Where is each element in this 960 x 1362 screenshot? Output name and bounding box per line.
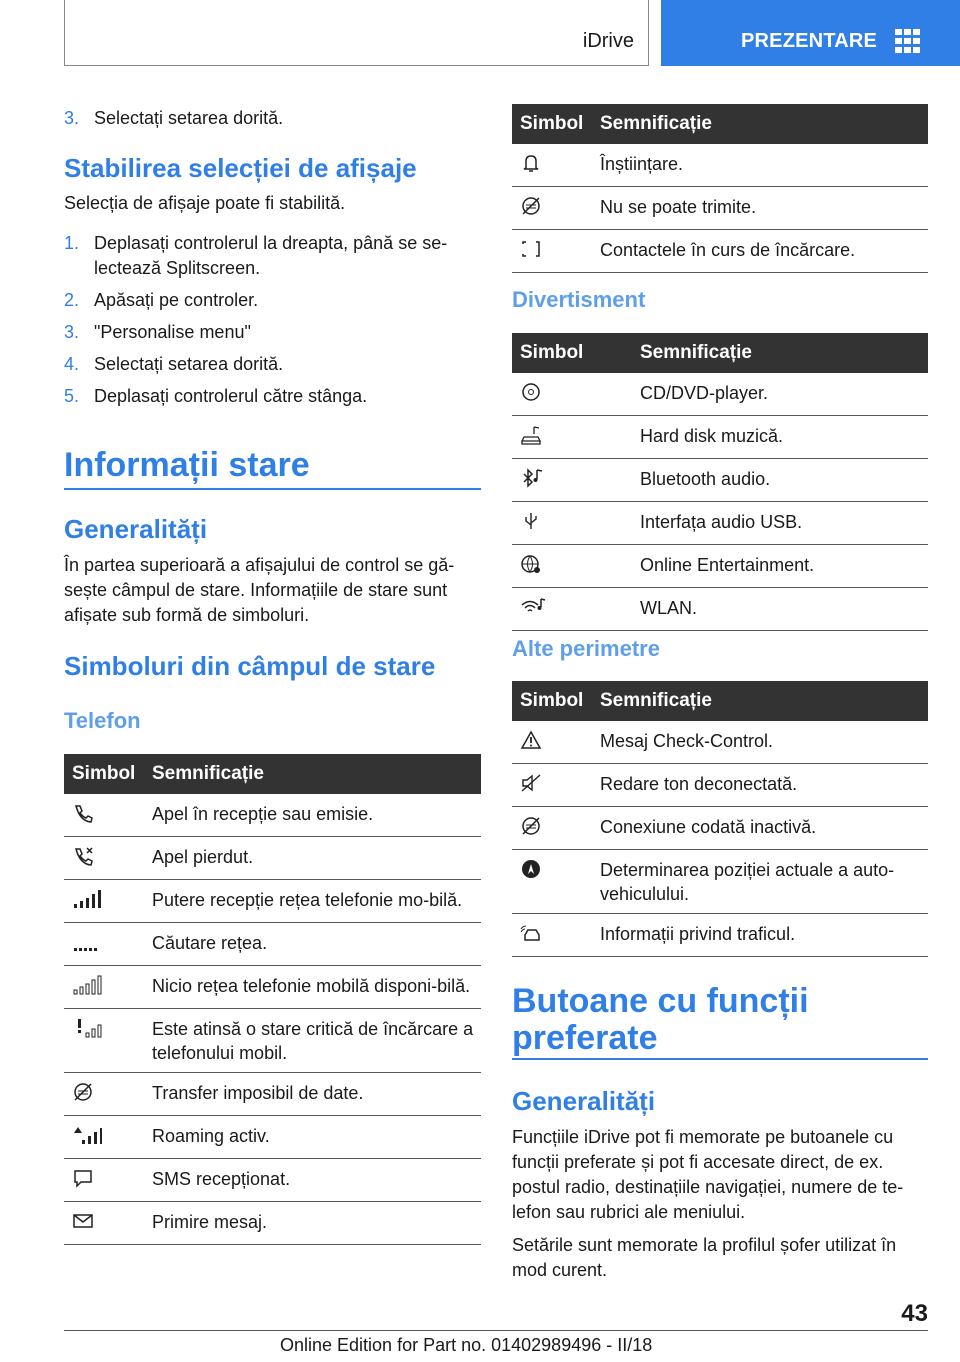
table-row — [512, 416, 928, 459]
step-text: "Personalise menu" — [94, 322, 251, 342]
title-rule — [64, 488, 481, 490]
contacts-loading-icon — [520, 239, 542, 259]
bell-icon — [520, 153, 542, 173]
step-number: 4. — [64, 354, 80, 374]
selection-title: Stabilirea selecției de afișaje — [64, 153, 417, 183]
row-text: Transfer imposibil de date. — [144, 1073, 481, 1116]
row-text: SMS recepționat. — [144, 1159, 481, 1202]
table-row — [512, 721, 928, 764]
step-number: 1. — [64, 233, 80, 253]
traffic-icon — [520, 923, 542, 943]
grid-menu-icon[interactable] — [895, 29, 921, 53]
no-network-icon — [72, 975, 94, 995]
step-text: Selectați setarea dorită. — [94, 354, 284, 374]
col-meaning: Semnificație — [592, 104, 928, 144]
col-symbol: Simbol — [512, 681, 592, 721]
step-number: 2. — [64, 290, 80, 310]
table-row — [64, 1159, 481, 1202]
col-symbol: Simbol — [512, 333, 632, 373]
table-row — [64, 794, 481, 837]
other-title: Alte perimetre — [512, 636, 660, 661]
phone-symbol-table — [64, 754, 481, 1245]
missed-call-icon — [72, 846, 94, 866]
step-item — [64, 106, 481, 132]
phone-title: Telefon — [64, 708, 141, 733]
favorites-general-title: Generalități — [512, 1086, 656, 1116]
row-text: Roaming activ. — [144, 1116, 481, 1159]
usb-icon — [520, 511, 542, 531]
row-text: Nicio rețea telefonie mobilă disponi-bilă. — [144, 966, 481, 1009]
favorites-text-1: Funcțiile iDrive pot fi memorate pe butoanele cu funcții preferate și pot fi accesate direct, de ex. postul radio, destinațiile navigației, numere de te-lefon sau rubrici ale meniului. — [512, 1127, 904, 1222]
row-text: Mesaj Check-Control. — [592, 721, 928, 764]
signal-icon — [72, 889, 94, 909]
footer-rule — [64, 1330, 928, 1331]
row-text: Hard disk muzică. — [632, 416, 928, 459]
table-row — [512, 373, 928, 416]
online-ent-icon — [520, 554, 542, 574]
table-row — [64, 1009, 481, 1073]
row-text: Informații privind traficul. — [592, 914, 928, 957]
network-search-icon — [72, 932, 94, 952]
bluetooth-audio-icon — [520, 468, 542, 488]
table-row — [64, 837, 481, 880]
general-text: În partea superioară a afișajului de control se gă-sește câmpul de stare. Informațiile de stare sunt afișate sub formă de simboluri. — [64, 555, 455, 625]
row-text: Apel în recepție sau emisie. — [144, 794, 481, 837]
hdd-music-icon — [520, 425, 542, 445]
row-text: Apel pierdut. — [144, 837, 481, 880]
step-text: Deplasați controlerul către stânga. — [94, 386, 368, 406]
step-text: Deplasați controlerul la dreapta, până se se-lectează Splitscreen. — [94, 233, 448, 278]
entertainment-symbol-table — [512, 333, 928, 631]
header-section-label: iDrive — [582, 30, 634, 52]
row-text: WLAN. — [632, 588, 928, 631]
row-text: Conexiune codată inactivă. — [592, 807, 928, 850]
table-row — [512, 588, 928, 631]
row-text: Căutare rețea. — [144, 923, 481, 966]
header-section-box — [64, 0, 649, 66]
cannot-send-icon — [520, 196, 542, 216]
phone-icon — [72, 803, 94, 823]
roaming-icon — [72, 1125, 94, 1145]
table-row — [64, 966, 481, 1009]
row-text: Este atinsă o stare critică de încărcare a telefonului mobil. — [144, 1009, 481, 1073]
table-row — [64, 1073, 481, 1116]
favorites-text-2: Setările sunt memorate la profilul șofer utilizat în mod curent. — [512, 1235, 897, 1280]
footer-edition: Online Edition for Part no. 01402989496 - II/18 — [280, 1335, 653, 1355]
step-number: 3. — [64, 108, 80, 128]
table-row — [512, 230, 928, 273]
step-number: 5. — [64, 386, 80, 406]
battery-critical-icon — [72, 1018, 94, 1038]
step-item — [64, 231, 481, 283]
warning-icon — [520, 730, 542, 750]
no-data-icon — [72, 1082, 94, 1102]
entertainment-title: Divertisment — [512, 287, 646, 312]
coded-link-icon — [520, 816, 542, 836]
table-row — [512, 502, 928, 545]
row-text: Bluetooth audio. — [632, 459, 928, 502]
title-rule — [512, 1058, 928, 1060]
header-chapter-label: PREZENTARE — [741, 30, 878, 52]
step-item — [64, 320, 481, 346]
phone-symbol-table-cont — [512, 104, 928, 273]
symbols-title: Simboluri din câmpul de stare — [64, 651, 436, 681]
row-text: Redare ton deconectată. — [592, 764, 928, 807]
row-text: Nu se poate trimite. — [592, 187, 928, 230]
row-text: Interfața audio USB. — [632, 502, 928, 545]
sms-icon — [72, 1168, 94, 1188]
table-row — [64, 1202, 481, 1245]
table-row — [64, 880, 481, 923]
step-text: Selectați setarea dorită. — [94, 108, 284, 128]
page-number: 43 — [901, 1300, 928, 1327]
step-item — [64, 384, 481, 410]
other-symbol-table — [512, 681, 928, 957]
table-row — [512, 807, 928, 850]
step-item — [64, 288, 481, 314]
row-text: Determinarea poziției actuale a auto-vehiculului. — [592, 850, 928, 914]
table-row — [512, 764, 928, 807]
step-item — [64, 352, 481, 378]
table-row — [512, 459, 928, 502]
header-chapter-box[interactable] — [661, 0, 960, 66]
step-text: Apăsați pe controler. — [94, 290, 259, 310]
row-text: Online Entertainment. — [632, 545, 928, 588]
position-icon — [520, 859, 542, 879]
mail-icon — [72, 1211, 94, 1231]
step-number: 3. — [64, 322, 80, 342]
row-text: CD/DVD-player. — [632, 373, 928, 416]
col-meaning: Semnificație — [144, 754, 481, 794]
row-text: Înștiințare. — [592, 144, 928, 187]
col-symbol: Simbol — [512, 104, 592, 144]
table-row — [512, 144, 928, 187]
mute-icon — [520, 773, 542, 793]
cd-icon — [520, 382, 542, 402]
col-meaning: Semnificație — [632, 333, 928, 373]
wlan-icon — [520, 597, 542, 617]
table-row — [512, 187, 928, 230]
table-row — [512, 914, 928, 957]
col-meaning: Semnificație — [592, 681, 928, 721]
table-row — [512, 850, 928, 914]
row-text: Contactele în curs de încărcare. — [592, 230, 928, 273]
general-title: Generalități — [64, 514, 208, 544]
row-text: Putere recepție rețea telefonie mo-bilă. — [144, 880, 481, 923]
selection-intro: Selecția de afișaje poate fi stabilită. — [64, 193, 346, 213]
table-row — [512, 545, 928, 588]
table-row — [64, 923, 481, 966]
col-symbol: Simbol — [64, 754, 144, 794]
info-title: Informații stare — [64, 446, 310, 484]
favorites-title: Butoane cu funcții preferate — [512, 982, 809, 1057]
row-text: Primire mesaj. — [144, 1202, 481, 1245]
table-row — [64, 1116, 481, 1159]
